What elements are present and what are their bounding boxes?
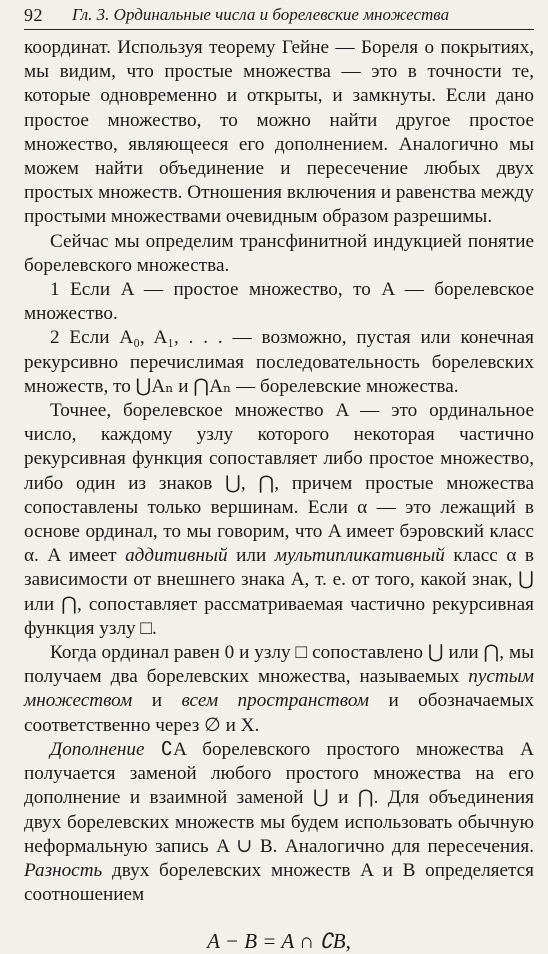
paragraph-3-text-a: Точнее, борелевское множество A — это ординальное число, каждому узлу которого некоторая частично рекурсивная функция сопоставляет либо простое множество, либо один из знаков ⋃, ⋂, причем простые множества сопоставлены только вершинам. Если α — это лежащий в основе ординал, то мы говорим, что A имеет бэровский класс α. A имеет <box>24 400 534 567</box>
term-additive: аддитивный <box>125 545 228 567</box>
paragraph-3-text-b: или <box>236 545 267 567</box>
paragraph-4 <box>24 641 534 738</box>
term-empty-set: пустым множеством <box>24 666 535 712</box>
header-rule <box>24 29 534 30</box>
paragraph-5-text-a: ∁A борелевского простого множества A получается заменой любого простого множества на его дополнение и взаимной заменой ⋃ и ⋂. Для объединения двух борелевских множеств мы будем использовать обычную неформальную запись A ∪ B. Аналогично для пересечения. <box>24 738 534 857</box>
term-difference: Разность <box>24 859 103 881</box>
page-number: 92 <box>24 5 43 25</box>
term-complement: Дополнение <box>50 738 145 760</box>
paragraph-5-text-b: двух борелевских множеств A и B определяется соотношением <box>24 859 534 906</box>
term-multiplicative: мультипликативный <box>274 545 445 567</box>
paragraph-1: координат. Используя теорему Гейне — Бореля о покрытиях, мы видим, что простые множества — это в точности те, которые одновременно и открыты, и замкнуты. Если дано простое множество, то можно найти другое простое множество, являющееся его дополнением. Аналогично мы можем найти объединение и пересечение любых двух простых множеств. Отношения включения и равенства между простыми множествами очевидным образом разрешимы. <box>24 37 534 228</box>
term-whole-space: всем пространством <box>181 690 369 712</box>
paragraph-5 <box>24 738 534 907</box>
page-body <box>24 36 534 954</box>
paragraph-3 <box>24 399 534 641</box>
paragraph-4-text-b: и <box>151 690 163 712</box>
paragraph-4-text-a: Когда ординал равен 0 и узлу □ сопоставлено ⋃ или ⋂, мы получаем два борелевских множества, называемых <box>24 642 534 688</box>
definition-item-1: 1 Если A — простое множество, то A — борелевское множество. <box>24 279 534 325</box>
page-header <box>24 0 534 34</box>
definition-item-2: 2 Если A₀, A₁, . . . — возможно, пустая или конечная рекурсивно перечислимая последовательность борелевских множеств, то ⋃Aₙ и ⋂Aₙ — борелевские множества. <box>24 327 534 397</box>
running-head: Гл. 3. Ординальные числа и борелевские множества <box>72 5 450 24</box>
paragraph-2: Сейчас мы определим трансфинитной индукцией понятие борелевского множества. <box>24 230 534 276</box>
paragraph-4-text-c: и обозначаемых соответственно через ∅ и X. <box>24 690 535 736</box>
paragraph-3-text-c: класс α в зависимости от внешнего знака A, т. е. от того, какой знак, ⋃ или ⋂, сопоставляет рассматриваемая частично рекурсивная функция узлу □. <box>24 545 534 639</box>
difference-formula: A − B = A ∩ ∁B, <box>207 929 351 954</box>
